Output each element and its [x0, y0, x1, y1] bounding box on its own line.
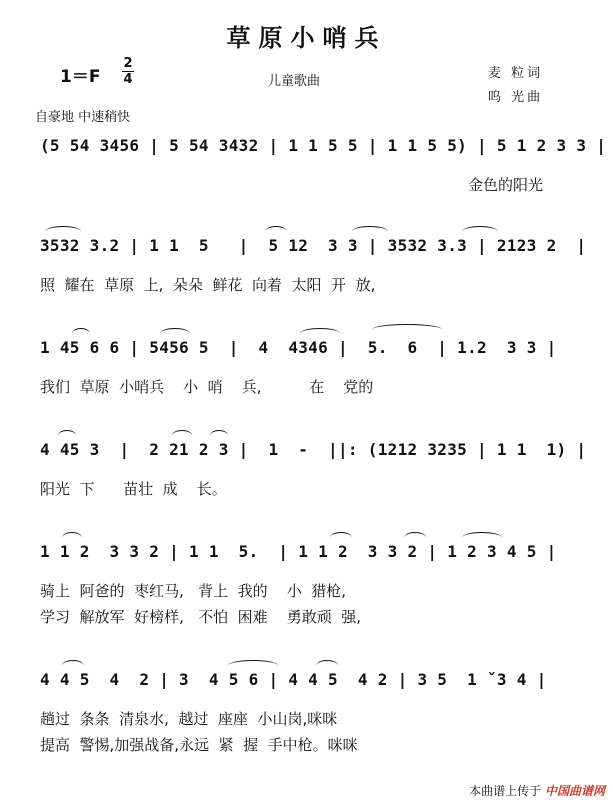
- lyric-row-5-verse-1: 骑上 阿爸的 枣红马, 背上 我的 小 猎枪,: [40, 582, 347, 600]
- score-row-5: [0, 542, 613, 626]
- notation-row-1: (5 54 3456 | 5 54 3432 | 1 1 5 5 | 1 1 5 5) | 5 1 2 3 3 |: [40, 136, 607, 155]
- score-row-1: [0, 136, 613, 196]
- notation-row-3: 1 45 6 6 | 5456 5 | 4 4346 | 5. 6 | 1.2 3 3 |: [40, 338, 557, 357]
- lyric-row-3: 我们 草原 小哨兵 小 哨 兵, 在 党的: [40, 378, 374, 396]
- notation-row-5: 1 1 2 3 3 2 | 1 1 5. | 1 1 2 3 3 2 | 1 2 3 4 5 |: [40, 542, 557, 561]
- tempo-marking: 自豪地 中速稍快: [35, 110, 131, 125]
- lyric-row-5-verse-2: 学习 解放军 好榜样, 不怕 困难 勇敢顽 强,: [40, 608, 362, 626]
- lyric-row-6-verse-1: 趟过 条条 清泉水, 越过 座座 小山岗,咪咪: [40, 710, 338, 728]
- genre-label: 儿童歌曲: [268, 74, 321, 89]
- lyric-row-4: 阳光 下 苗壮 成 长。: [40, 480, 227, 498]
- lyric-row-1: 金色的阳光: [468, 176, 544, 194]
- score-row-3: [0, 338, 613, 398]
- score-row-6: [0, 670, 613, 754]
- lyricist-credit: 麦 粒词: [488, 66, 544, 81]
- upload-text: 本曲谱上传于: [469, 784, 542, 798]
- notation-row-2: 3532 3.2 | 1 1 5 | 5 12 3 3 | 3532 3.3 | 2123 2 |: [40, 236, 587, 255]
- notation-row-4: 4 45 3 | 2 21 2 3 | 1 - ||: (1212 3235 | 1 1 1) |: [40, 440, 587, 459]
- notation-row-6: 4 4 5 4 2 | 3 4 5 6 | 4 4 5 4 2 | 3 5 1 ˇ3 4 |: [40, 670, 547, 689]
- time-signature: [122, 56, 134, 87]
- lyric-row-2: 照 耀在 草原 上, 朵朵 鲜花 向着 太阳 开 放,: [40, 276, 376, 294]
- lyric-row-6-verse-2: 提高 警惕,加强战备,永远 紧 握 手中枪。咪咪: [40, 736, 358, 754]
- slur-mark: [372, 324, 442, 335]
- song-title: 草原小哨兵: [226, 23, 387, 52]
- upload-footer: [469, 782, 605, 799]
- composer-credit: 呜 光曲: [488, 90, 544, 105]
- site-logo[interactable]: 中国曲谱网: [544, 784, 605, 798]
- key-signature: 1＝F: [60, 67, 101, 87]
- time-denominator: 4: [123, 72, 133, 87]
- score-row-4: [0, 440, 613, 500]
- time-numerator: 2: [123, 56, 133, 71]
- score-row-2: [0, 236, 613, 296]
